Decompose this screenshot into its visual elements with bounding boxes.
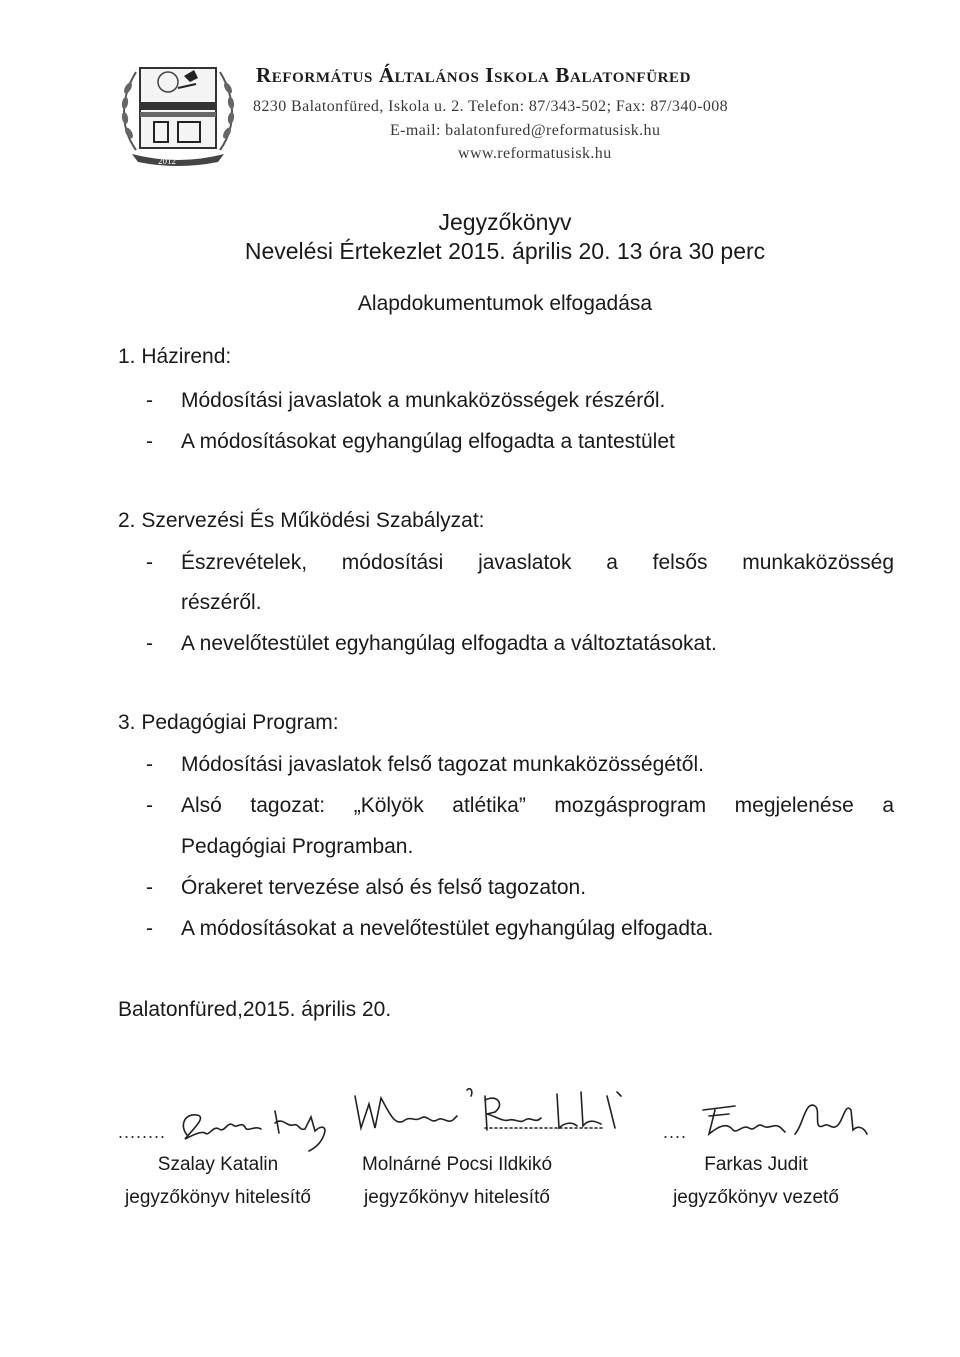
section-2-item-2: A nevelőtestület egyhangúlag elfogadta a változtatásokat. [181, 632, 717, 655]
bullet-dash: - [146, 876, 153, 899]
section-2-item-1-line-1: Észrevételek, módosítási javaslatok a felsős munkaközösség [181, 551, 894, 574]
school-address: 8230 Balatonfüred, Iskola u. 2. Telefon: 87/343-502; Fax: 87/340-008 [253, 98, 729, 115]
section-1-item-2: A módosításokat egyhangúlag elfogadta a tantestület [181, 430, 675, 453]
bullet-dash: - [146, 430, 153, 453]
seal-year-label: 2012 [158, 156, 176, 166]
document-title: Jegyzőkönyv [438, 209, 572, 235]
school-name: Református Általános Iskola Balatonfüred [256, 63, 692, 87]
signer-1-role: jegyzőkönyv hitelesítő [125, 1187, 311, 1208]
section-2-item-1-line-2: részéről. [181, 591, 262, 614]
signer-1-name: Szalay Katalin [157, 1154, 279, 1175]
school-email: E-mail: balatonfured@reformatusisk.hu [390, 122, 661, 139]
section-3-item-4: A módosításokat a nevelőtestület egyhangúlag elfogadta. [181, 917, 714, 940]
place-date: Balatonfüred,2015. április 20. [118, 998, 392, 1021]
section-3-item-1: Módosítási javaslatok felső tagozat munkaközösségétől. [181, 753, 704, 776]
bullet-dash: - [146, 917, 153, 940]
signer-3-role: jegyzőkönyv vezető [673, 1187, 839, 1208]
bullet-dash: - [146, 551, 153, 574]
signature-line-1: ........ [118, 1122, 167, 1142]
section-2-heading: 2. Szervezési És Működési Szabályzat: [118, 509, 485, 532]
bullet-dash: - [146, 632, 153, 655]
bullet-dash: - [146, 753, 153, 776]
signature-line-3: .... [663, 1122, 688, 1142]
section-3-item-3: Órakeret tervezése alsó és felső tagozaton. [181, 876, 587, 899]
document-topic: Alapdokumentumok elfogadása [357, 292, 653, 315]
handwritten-signature-2 [345, 1082, 635, 1142]
bullet-dash: - [146, 389, 153, 412]
section-3-item-2-line-1: Alsó tagozat: „Kölyök atlétika” mozgásprogram megjelenése a [181, 794, 894, 817]
school-website: www.reformatusisk.hu [458, 145, 612, 162]
document-subtitle: Nevelési Értekezlet 2015. április 20. 13 óra 30 perc [244, 238, 766, 264]
section-3-item-2-line-2: Pedagógiai Programban. [181, 835, 414, 858]
section-3-heading: 3. Pedagógiai Program: [118, 711, 339, 734]
section-1-heading: 1. Házirend: [118, 345, 232, 368]
signer-2-name: Molnárné Pocsi Ildkikó [361, 1154, 553, 1175]
section-1-item-1: Módosítási javaslatok a munkaközösségek részéről. [181, 389, 666, 412]
handwritten-signature-3 [695, 1090, 875, 1150]
school-seal-logo [118, 58, 238, 168]
bullet-dash: - [146, 794, 153, 817]
signer-2-role: jegyzőkönyv hitelesítő [364, 1187, 550, 1208]
signer-3-name: Farkas Judit [704, 1154, 808, 1175]
handwritten-signature-1 [175, 1095, 345, 1155]
